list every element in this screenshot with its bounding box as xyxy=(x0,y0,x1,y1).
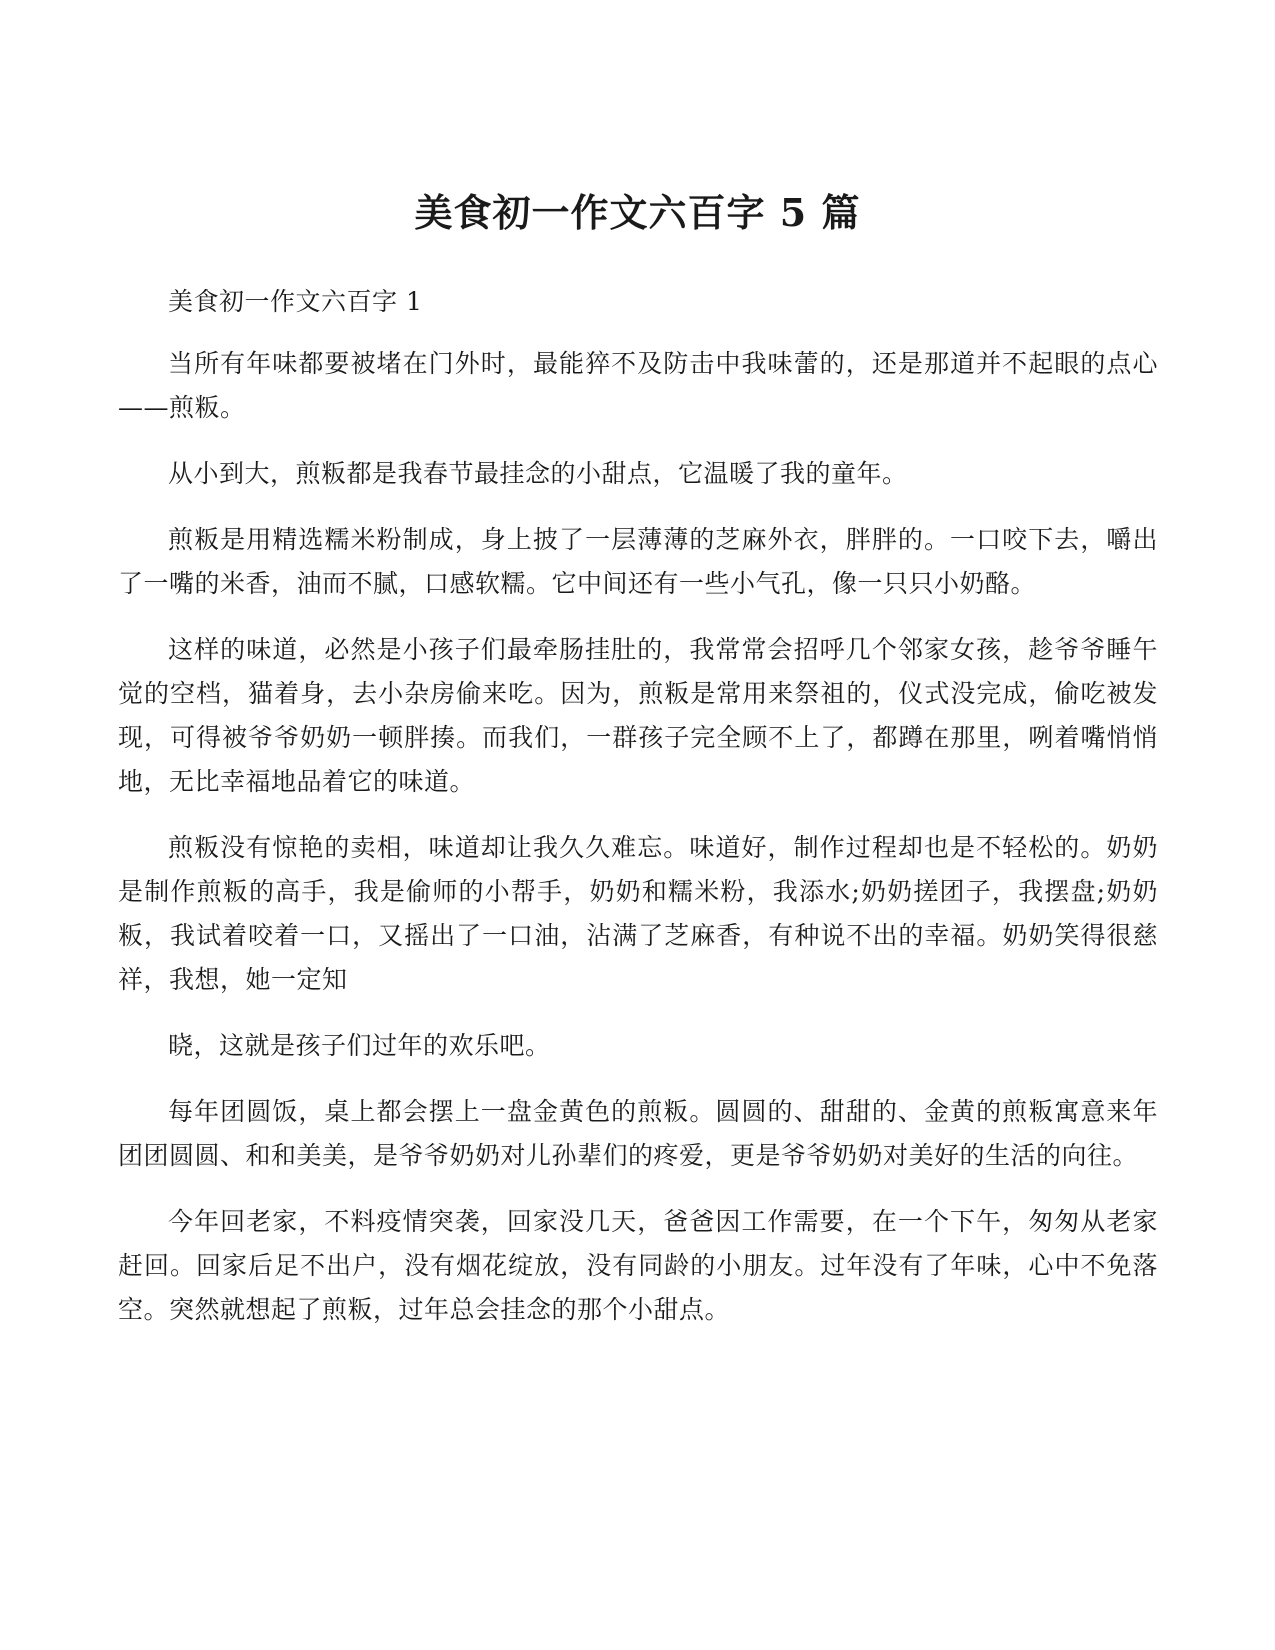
document-body xyxy=(118,280,1158,1354)
paragraph: 这样的味道，必然是小孩子们最牵肠挂肚的，我常常会招呼几个邻家女孩，趁爷爷睡午觉的空档，猫着身，去小杂房偷来吃。因为，煎粄是常用来祭祖的，仪式没完成，偷吃被发现，可得被爷爷奶奶一顿胖揍。而我们，一群孩子完全顾不上了，都蹲在那里，咧着嘴悄悄地，无比幸福地品着它的味道。 xyxy=(118,635,1158,796)
section-heading: 美食初一作文六百字 1 xyxy=(168,287,423,316)
paragraph: 从小到大，煎粄都是我春节最挂念的小甜点，它温暖了我的童年。 xyxy=(168,459,908,488)
paragraph: 当所有年味都要被堵在门外时，最能猝不及防击中我味蕾的，还是那道并不起眼的点心——煎粄。 xyxy=(118,349,1158,422)
paragraph: 每年团圆饭，桌上都会摆上一盘金黄色的煎粄。圆圆的、甜甜的、金黄的煎粄寓意来年团团圆圆、和和美美，是爷爷奶奶对儿孙辈们的疼爱，更是爷爷奶奶对美好的生活的向往。 xyxy=(118,1097,1158,1170)
paragraph: 晓，这就是孩子们过年的欢乐吧。 xyxy=(168,1031,551,1060)
paragraph: 今年回老家，不料疫情突袭，回家没几天，爸爸因工作需要，在一个下午，匆匆从老家赶回。回家后足不出户，没有烟花绽放，没有同龄的小朋友。过年没有了年味，心中不免落空。突然就想起了煎粄，过年总会挂念的那个小甜点。 xyxy=(118,1207,1158,1324)
document-title: 美食初一作文六百字 5 篇 xyxy=(414,190,861,235)
paragraph: 煎粄没有惊艳的卖相，味道却让我久久难忘。味道好，制作过程却也是不轻松的。奶奶是制作煎粄的高手，我是偷师的小帮手，奶奶和糯米粉，我添水;奶奶搓团子，我摆盘;奶奶粄，我试着咬着一口，又摇出了一口油，沾满了芝麻香，有种说不出的幸福。奶奶笑得很慈祥，我想，她一定知 xyxy=(118,833,1158,994)
paragraph: 煎粄是用精选糯米粉制成，身上披了一层薄薄的芝麻外衣，胖胖的。一口咬下去，嚼出了一嘴的米香，油而不腻，口感软糯。它中间还有一些小气孔，像一只只小奶酪。 xyxy=(118,525,1158,598)
